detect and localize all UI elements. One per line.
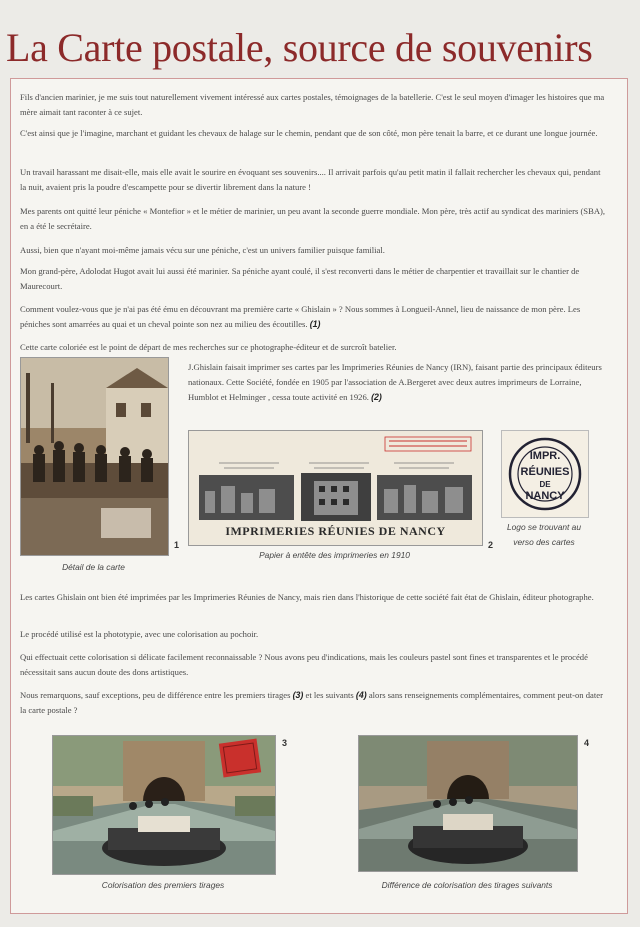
paragraph-10: Le procédé utilisé est la phototypie, avec une colorisation au pochoir.	[20, 629, 259, 639]
paragraph-1: Fils d'ancien marinier, je me suis tout naturellement vivement intéressé aux cartes postales, témoignages de la batellerie. C'est le seul moyen d'imager les histoires que ma mère aimait tant raconter à ce sujet.	[20, 92, 605, 117]
paragraph-5: Aussi, bien que n'ayant moi-même jamais vécu sur une péniche, c'est un univers familier puisque familial.	[20, 245, 385, 255]
figure-number-2: 2	[488, 540, 494, 550]
letterhead-image	[188, 430, 483, 546]
stamp-line-1: IMPR.	[529, 450, 561, 462]
page-title: La Carte postale, source de souvenirs	[6, 25, 593, 70]
paragraph-8: Cette carte coloriée est le point de départ de mes recherches sur ce photographe-éditeur et de surcroît batelier.	[20, 342, 397, 352]
canal-tunnel-later-illustration	[359, 736, 577, 871]
figure-caption-3: Colorisation des premiers tirages	[101, 880, 225, 890]
figure-ref-1: (1)	[309, 319, 321, 329]
logo-caption: Logo se trouvant au verso des cartes	[506, 522, 582, 547]
paragraph-2: C'est ainsi que je l'imagine, marchant et guidant les chevaux de halage sur le chemin, pendant que de son côté, mon père tenait la barre, et ce durant une longue journée.	[20, 128, 598, 138]
first-print-photo	[52, 735, 276, 875]
canal-tunnel-colored-illustration	[53, 736, 275, 874]
figure-number-1: 1	[174, 540, 180, 550]
figure-ref-2: (2)	[371, 392, 382, 402]
figure-caption-4: Différence de colorisation des tirages suivants	[381, 880, 553, 890]
logo-stamp-image	[501, 430, 589, 518]
paragraph-9: Les cartes Ghislain ont bien été imprimées par les Imprimeries Réunies de Nancy, mais rien dans l'historique de cette société fait état de Ghislain, éditeur photographe.	[20, 592, 594, 602]
figure-number-4: 4	[584, 738, 590, 748]
figure-number-3: 3	[282, 738, 288, 748]
figure-caption-2: Papier à entête des imprimeries en 1910	[259, 550, 410, 560]
paragraph-4: Mes parents ont quitté leur péniche « Montefior » et le métier de marinier, un peu avant la seconde guerre mondiale. Mon père, très actif au syndicat des mariniers (SBA), en a été le secrétaire.	[20, 206, 606, 231]
stamp-line-3: DE	[539, 480, 551, 489]
stamp-line-2: RÉUNIES	[520, 466, 570, 478]
later-print-photo	[358, 735, 578, 872]
figure-ref-3: (3)	[292, 690, 304, 700]
paragraph-11: Qui effectuait cette colorisation si délicate facilement reconnaissable ? Nous avons peu d'indications, mais les couleurs pastel sont fines et transparentes et le procédé nécessitait sans aucun doute des dons artistiques.	[20, 652, 588, 677]
paragraph-7: Comment voulez-vous que je n'ai pas été ému en découvrant ma première carte « Ghislain » ? Nous sommes à Longueil-Annel, lieu de naissance de mon père. Les péniches sont amarrées au quai et un cheval pointe son nez au milieu des écoutilles. (1)	[20, 304, 581, 329]
paragraph-12: Nous remarquons, sauf exceptions, peu de différence entre les premiers tirages (3) et les suivants (4) alors sans renseignements complémentaires, comment peut-on dater la carte postale ?	[20, 690, 603, 715]
paragraph-3: Un travail harassant me disait-elle, mais elle avait le sourire en évoquant ses souvenirs.... Il arrivait parfois qu'au petit matin il fallait rechercher les chevaux qui, pendant la nuit, avaient pris la poudre d'escampette pour se divertir librement dans la nature !	[20, 167, 601, 192]
irn-stamp-illustration	[502, 431, 588, 517]
figure-caption-1: Détail de la carte	[62, 562, 125, 572]
letterhead-banner: IMPRIMERIES RÉUNIES DE NANCY	[225, 524, 446, 538]
figure-ref-4: (4)	[355, 690, 367, 700]
detail-photo-illustration	[21, 358, 168, 555]
stamp-line-4: NANCY	[525, 490, 565, 502]
detail-photo	[20, 357, 169, 556]
irn-paragraph: J.Ghislain faisait imprimer ses cartes par les Imprimeries Réunies de Nancy (IRN), faisant partie des principaux éditeurs nationaux. Cette Société, fondée en 1905 par l'association de A.Bergeret avec deux autres imprimeurs de Lorraine, Humblot et Helminger , cessa toute activité en 1926. (2)	[188, 362, 602, 402]
paragraph-6: Mon grand-père, Adolodat Hugot avait lui aussi été marinier. Sa péniche ayant coulé, il s'est reconverti dans le métier de charpentier et travaillait sur le chantier de Maurecourt.	[20, 266, 580, 291]
